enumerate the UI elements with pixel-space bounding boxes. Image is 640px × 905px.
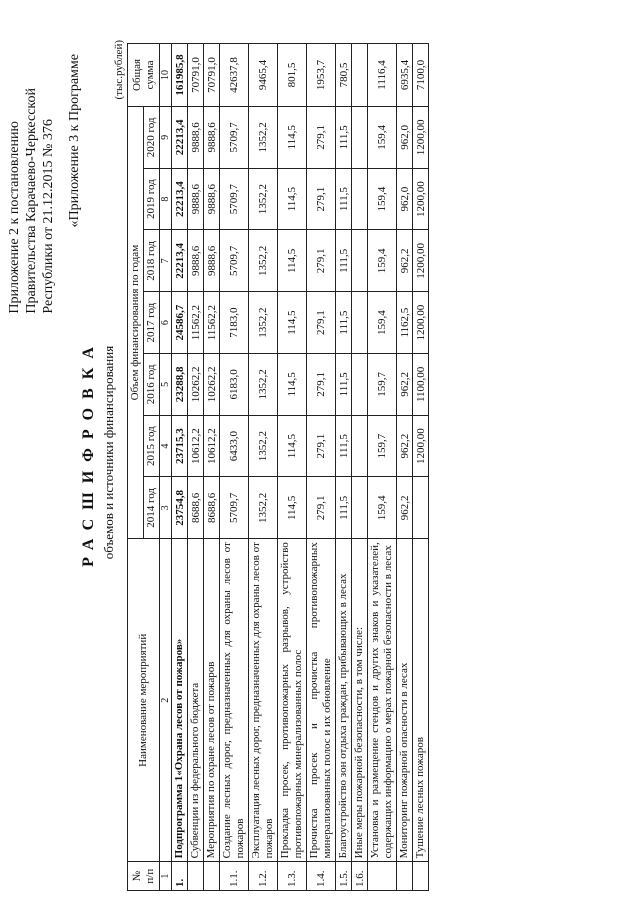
- row-activity-name: Мероприятия по охране лесов от пожаров: [204, 539, 220, 862]
- header-line-1: Приложение 2 к постановлению: [7, 121, 22, 314]
- row-year-value: 5709,7: [220, 168, 249, 230]
- row-number: [204, 862, 220, 891]
- row-activity-name: Установка и размещение стендов и других знаков и указателей, содержащих информацию о мерах пожарной безопасности в лесах: [368, 539, 397, 862]
- row-year-value: [352, 168, 368, 230]
- column-number: 10: [160, 44, 172, 107]
- row-total-value: 161985,8: [172, 44, 188, 107]
- column-number: 7: [160, 230, 172, 292]
- document-title: РАСШИФРОВКА: [80, 338, 97, 567]
- row-year-value: 6183,0: [220, 354, 249, 416]
- row-year-value: 111,5: [336, 230, 352, 292]
- row-year-value: 111,5: [336, 106, 352, 168]
- row-number: 1.4.: [307, 862, 336, 891]
- row-year-value: 9888,6: [188, 168, 204, 230]
- row-year-value: 159,7: [368, 415, 397, 477]
- row-year-value: 9888,6: [204, 230, 220, 292]
- row-year-value: 114,5: [278, 106, 307, 168]
- row-year-value: 111,5: [336, 354, 352, 416]
- row-year-value: 159,4: [368, 168, 397, 230]
- row-year-value: 159,4: [368, 106, 397, 168]
- row-year-value: 1100,00: [413, 354, 429, 416]
- row-activity-name: Создание лесных дорог, предназначенных для охраны лесов от пожаров: [220, 539, 249, 862]
- row-year-value: 23288,8: [172, 354, 188, 416]
- row-year-value: 279,1: [307, 354, 336, 416]
- row-year-value: 9888,6: [188, 106, 204, 168]
- column-number: 3: [160, 477, 172, 539]
- table-row: [204, 44, 220, 891]
- table-row: [352, 44, 368, 891]
- column-number: 4: [160, 415, 172, 477]
- header-line-2: Правительства Карачаево-Черкесской: [24, 88, 39, 314]
- row-year-value: 9888,6: [204, 106, 220, 168]
- row-year-value: [352, 477, 368, 539]
- row-year-value: 962,2: [397, 415, 413, 477]
- row-year-value: 111,5: [336, 292, 352, 354]
- row-activity-name: Прочистка просек и прочистка противопожарных минерализованных полос и их обновление: [307, 539, 336, 862]
- col-header-year: 2020 год: [144, 106, 160, 168]
- row-year-value: 279,1: [307, 168, 336, 230]
- row-year-value: 1200,00: [413, 106, 429, 168]
- row-year-value: 1352,2: [249, 168, 278, 230]
- row-year-value: 23754,8: [172, 477, 188, 539]
- col-header-year: 2015 год: [144, 415, 160, 477]
- row-year-value: 6433,0: [220, 415, 249, 477]
- row-total-value: 1953,7: [307, 44, 336, 107]
- col-header-year: 2016 год: [144, 354, 160, 416]
- column-number: 8: [160, 168, 172, 230]
- row-year-value: 1200,00: [413, 292, 429, 354]
- row-year-value: 10612,2: [204, 415, 220, 477]
- row-number: 1.3.: [278, 862, 307, 891]
- column-numbers-row: [160, 44, 172, 891]
- row-year-value: 962,0: [397, 106, 413, 168]
- row-year-value: 1200,00: [413, 168, 429, 230]
- row-year-value: 1352,2: [249, 230, 278, 292]
- row-year-value: 9888,6: [204, 168, 220, 230]
- row-total-value: 7100,0: [413, 44, 429, 107]
- table-row: [336, 44, 352, 891]
- row-year-value: 10262,2: [188, 354, 204, 416]
- row-year-value: 10262,2: [204, 354, 220, 416]
- row-year-value: 10612,2: [188, 415, 204, 477]
- table-row: [188, 44, 204, 891]
- column-number: 2: [160, 539, 172, 862]
- row-year-value: 114,5: [278, 415, 307, 477]
- row-year-value: [352, 415, 368, 477]
- row-year-value: 11562,2: [204, 292, 220, 354]
- col-header-number: № п/п: [128, 862, 160, 891]
- row-year-value: 111,5: [336, 168, 352, 230]
- row-year-value: 114,5: [278, 230, 307, 292]
- row-year-value: 114,5: [278, 168, 307, 230]
- row-year-value: 1352,2: [249, 477, 278, 539]
- row-year-value: 23715,3: [172, 415, 188, 477]
- row-number: 1.5.: [336, 862, 352, 891]
- row-year-value: [352, 230, 368, 292]
- row-number: 1.: [172, 862, 188, 891]
- row-number: 1.1.: [220, 862, 249, 891]
- row-total-value: 6935,4: [397, 44, 413, 107]
- column-number: 6: [160, 292, 172, 354]
- row-year-value: 5709,7: [220, 106, 249, 168]
- row-year-value: 1200,00: [413, 230, 429, 292]
- row-year-value: [352, 354, 368, 416]
- row-year-value: 24586,7: [172, 292, 188, 354]
- table-row: [307, 44, 336, 891]
- col-header-year: 2017 год: [144, 292, 160, 354]
- units-note: (тыс.рублей): [113, 40, 125, 100]
- row-number: [397, 862, 413, 891]
- row-year-value: 114,5: [278, 477, 307, 539]
- appendix-reference: «Приложение 3 к Программе: [67, 54, 82, 228]
- row-activity-name: Эксплуатация лесных дорог, предназначенных для охраны лесов от пожаров: [249, 539, 278, 862]
- table-row: [278, 44, 307, 891]
- row-year-value: 22213,4: [172, 230, 188, 292]
- row-activity-name: Мониторинг пожарной опасности в лесах: [397, 539, 413, 862]
- row-number: 1.6.: [352, 862, 368, 891]
- table-row: [249, 44, 278, 891]
- row-number: [188, 862, 204, 891]
- row-year-value: 279,1: [307, 292, 336, 354]
- col-header-year: 2018 год: [144, 230, 160, 292]
- col-header-year: 2014 год: [144, 477, 160, 539]
- row-year-value: [352, 106, 368, 168]
- row-year-value: 111,5: [336, 477, 352, 539]
- table-row: [413, 44, 429, 891]
- header-line-3: Республики от 21.12.2015 № 376: [41, 119, 56, 314]
- row-year-value: 1352,2: [249, 415, 278, 477]
- row-year-value: 159,4: [368, 477, 397, 539]
- document-subtitle: объемов и источники финансирования: [101, 345, 116, 560]
- row-year-value: 279,1: [307, 230, 336, 292]
- column-number: 1: [160, 862, 172, 891]
- row-number: [413, 862, 429, 891]
- row-year-value: 279,1: [307, 106, 336, 168]
- col-header-total: Общая сумма: [128, 44, 160, 107]
- column-number: 9: [160, 106, 172, 168]
- row-total-value: 9465,4: [249, 44, 278, 107]
- row-activity-name: Благоустройство зон отдыха граждан, прибывающих в лесах: [336, 539, 352, 862]
- row-year-value: 111,5: [336, 415, 352, 477]
- row-year-value: 962,2: [397, 477, 413, 539]
- row-total-value: [352, 44, 368, 107]
- row-activity-name: Подпрограмма 1«Охрана лесов от пожаров»: [172, 539, 188, 862]
- row-activity-name: Субвенции из федерального бюджета: [188, 539, 204, 862]
- row-activity-name: Иные меры пожарной безопасности, в том числе:: [352, 539, 368, 862]
- row-total-value: 42637,8: [220, 44, 249, 107]
- row-total-value: 1116,4: [368, 44, 397, 107]
- row-year-value: 9888,6: [188, 230, 204, 292]
- row-year-value: 962,2: [397, 230, 413, 292]
- row-year-value: [352, 292, 368, 354]
- table-row: [368, 44, 397, 891]
- table-row: [220, 44, 249, 891]
- row-year-value: 7183,0: [220, 292, 249, 354]
- row-year-value: 159,7: [368, 354, 397, 416]
- row-year-value: 962,0: [397, 168, 413, 230]
- table-row: [172, 44, 188, 891]
- row-year-value: 1352,2: [249, 292, 278, 354]
- row-year-value: 1352,2: [249, 354, 278, 416]
- row-year-value: 22213,4: [172, 168, 188, 230]
- row-year-value: 279,1: [307, 477, 336, 539]
- row-year-value: 11562,2: [188, 292, 204, 354]
- col-header-name: Наименование мероприятий: [128, 539, 160, 862]
- row-year-value: 8688,6: [204, 477, 220, 539]
- row-year-value: 279,1: [307, 415, 336, 477]
- row-total-value: 801,5: [278, 44, 307, 107]
- row-year-value: 1200,00: [413, 415, 429, 477]
- row-year-value: 114,5: [278, 292, 307, 354]
- row-year-value: 114,5: [278, 354, 307, 416]
- col-header-year: 2019 год: [144, 168, 160, 230]
- row-activity-name: Тушение лесных пожаров: [413, 539, 429, 862]
- row-year-value: [413, 477, 429, 539]
- col-header-financing-group: Объем финансирования по годам: [128, 106, 144, 538]
- row-year-value: 159,4: [368, 292, 397, 354]
- financing-table: [127, 43, 429, 891]
- row-year-value: 5709,7: [220, 477, 249, 539]
- row-number: 1.2.: [249, 862, 278, 891]
- row-number: [368, 862, 397, 891]
- row-year-value: 22213,4: [172, 106, 188, 168]
- row-total-value: 70791,0: [204, 44, 220, 107]
- table-header-row-1: [128, 44, 144, 891]
- row-year-value: 1162,5: [397, 292, 413, 354]
- row-year-value: 159,4: [368, 230, 397, 292]
- table-row: [397, 44, 413, 891]
- row-total-value: 780,5: [336, 44, 352, 107]
- row-total-value: 70791,0: [188, 44, 204, 107]
- resolution-reference: [6, 88, 57, 314]
- row-year-value: 1352,2: [249, 106, 278, 168]
- column-number: 5: [160, 354, 172, 416]
- row-year-value: 8688,6: [188, 477, 204, 539]
- row-year-value: 962,2: [397, 354, 413, 416]
- row-year-value: 5709,7: [220, 230, 249, 292]
- row-activity-name: Прокладка просек, противопожарных разрывов, устройство противопожарных минерализованных полос: [278, 539, 307, 862]
